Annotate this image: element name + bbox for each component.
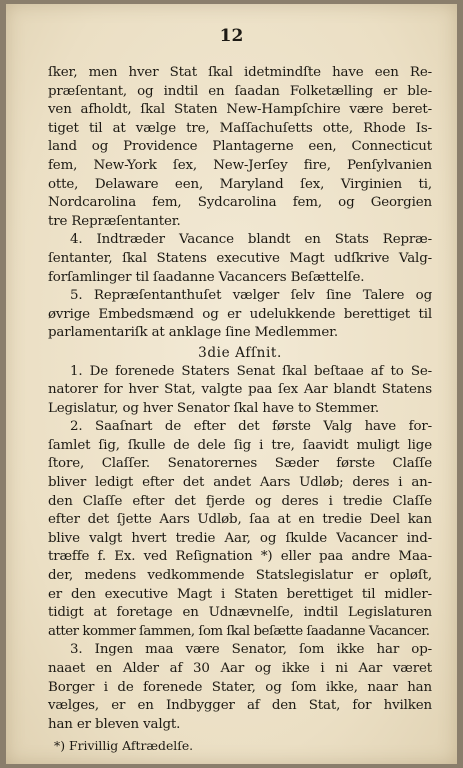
text-line: ſker, men hver Stat ſkal idetmindſte have een Re-: [48, 65, 432, 80]
text-line: ſentanter, ſkal Statens executive Magt udſkrive Valg-: [48, 250, 432, 266]
page-number: 12: [219, 26, 244, 46]
text-line: natorer for hver Stat, valgte paa ſex Aar blandt Statens: [48, 382, 432, 398]
text-line: fem, New-York ſex, New-Jerſey fire, Penſylvanien: [48, 157, 432, 173]
text-line: efter det ſjette Aars Udløb, ſaa at en tredie Deel kan: [48, 512, 432, 528]
text-line: naaet en Alder af 30 Aar og ikke i ni Aar været: [48, 661, 432, 676]
text-line: er den executive Magt i Staten berettiget til midler-: [48, 586, 432, 602]
text-line: Nordcarolina fem, Sydcarolina fem, og Georgien: [48, 195, 432, 211]
paragraph-3-start: 3. Ingen maa være Senator, ſom ikke har op-: [70, 642, 432, 658]
text-line: Borger i de forenede Stater, og ſom ikke, naar han: [48, 679, 432, 695]
page-body-text: [48, 64, 432, 756]
text-line: øvrige Embedsmænd og er udelukkende berettiget til: [48, 306, 432, 322]
text-line: parlamentariſk at anklage ſine Medlemmer.: [48, 325, 339, 341]
text-line: ven afholdt, ſkal Staten New-Hampſchire være beret-: [48, 102, 432, 118]
text-line: Legislatur, og hver Senator ſkal have to Stemmer.: [48, 400, 380, 416]
paragraph-4-start: 4. Indtræder Vacance blandt en Stats Repræ-: [70, 232, 432, 248]
text-line: han er bleven valgt.: [48, 716, 181, 732]
paragraph-2-start: 2. Saaſnart de efter det første Valg have for-: [70, 419, 432, 435]
footnote: *) Frivillig Aftrædelſe.: [54, 738, 194, 754]
text-line: tre Repræſentanter.: [48, 213, 181, 229]
paragraph-1-start: 1. De forenede Staters Senat ſkal beſtaae af to Se-: [70, 363, 432, 379]
text-line: blive valgt hvert tredie Aar, og ſkulde Vacancer ind-: [48, 530, 432, 546]
text-line: ſtore, Claſſer. Senatorernes Sæder første Claſſe: [48, 456, 432, 472]
text-line: præſentant, og indtil en ſaadan Folketælling er ble-: [48, 83, 432, 99]
text-line: ſamlet ſig, ſkulle de dele ſig i tre, ſaavidt muligt lige: [48, 437, 432, 453]
text-line: bliver ledigt efter det andet Aars Udløb; deres i an-: [48, 475, 432, 491]
book-page: [6, 4, 457, 764]
text-line: vælges, er en Indbygger af den Stat, for hvilken: [48, 698, 432, 714]
text-line: den Claſſe efter det fjerde og deres i tredie Claſſe: [48, 493, 432, 509]
text-line: tiget til at vælge tre, Maſſachuſetts otte, Rhode Is-: [48, 120, 432, 136]
section-heading: 3die Afſnit.: [198, 344, 282, 361]
text-line: atter kommer ſammen, ſom ſkal beſætte ſaadanne Vacancer.: [48, 623, 430, 639]
text-line: forſamlinger til ſaadanne Vacancers Beſættelſe.: [48, 269, 365, 285]
text-line: tidigt at foretage en Udnævnelſe, indtil Legislaturen: [48, 605, 432, 621]
paragraph-5-start: 5. Repræſentanthuſet vælger ſelv ſine Talere og: [70, 288, 432, 304]
text-line: land og Providence Plantagerne een, Connecticut: [48, 139, 432, 155]
text-line: der, medens vedkommende Statslegislatur er opløſt,: [48, 568, 432, 584]
text-line: otte, Delaware een, Maryland ſex, Virginien ti,: [48, 176, 432, 192]
text-line: træffe f. Ex. ved Reſignation *) eller paa andre Maa-: [48, 549, 432, 565]
